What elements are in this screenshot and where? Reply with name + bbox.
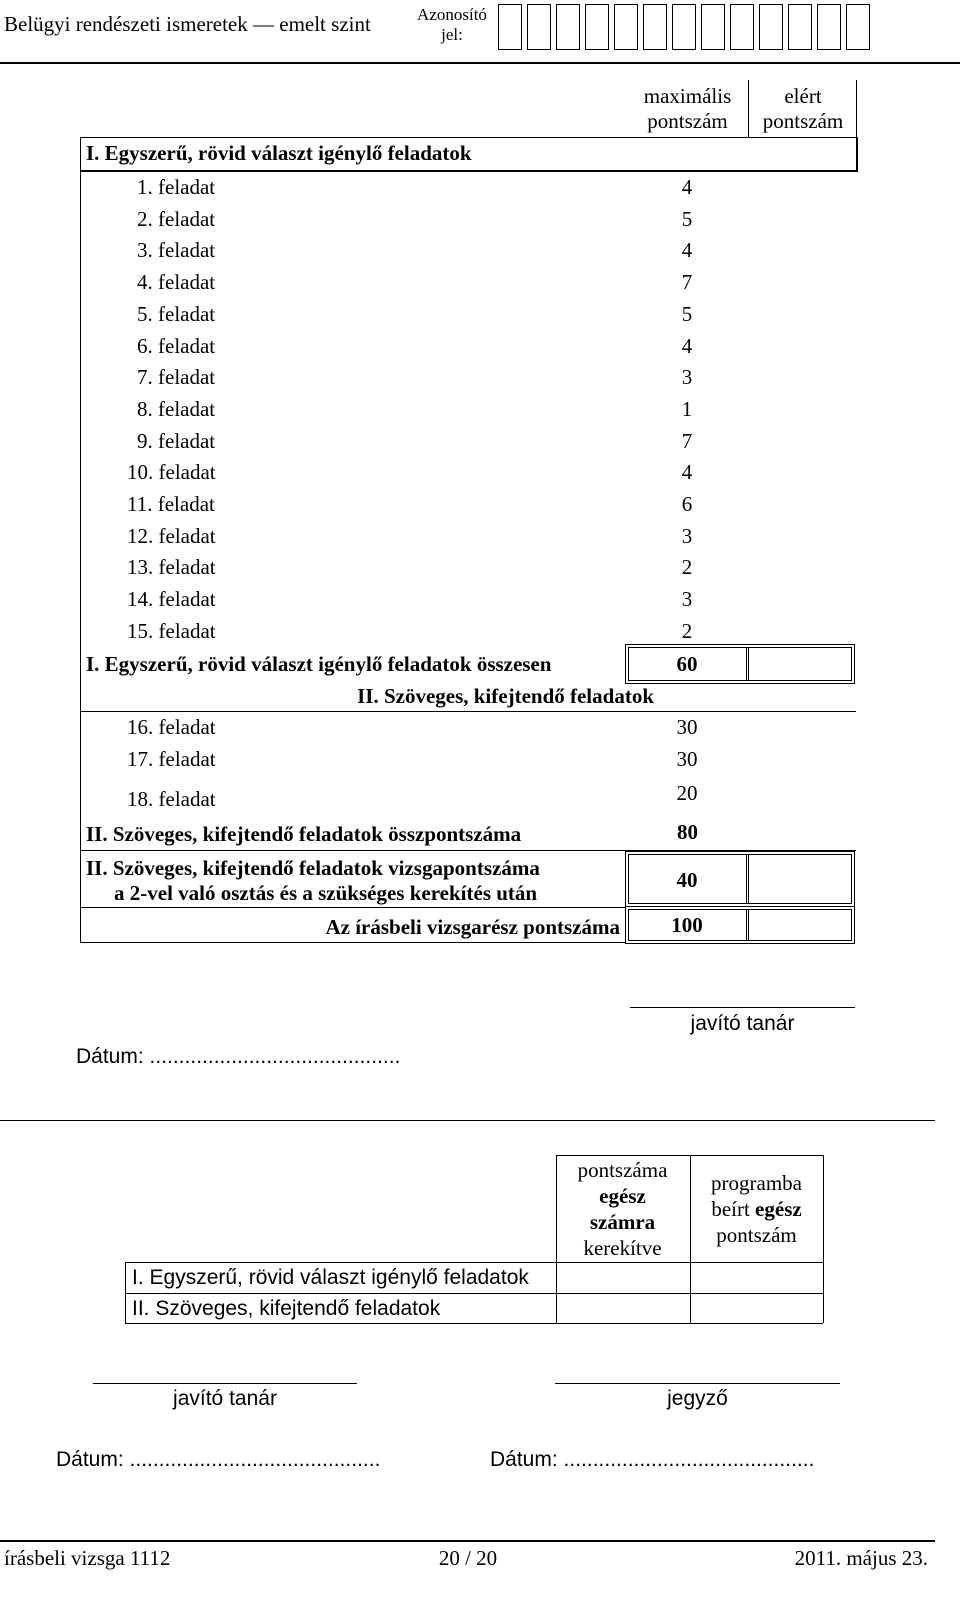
footer-left: írásbeli vizsga 1112 [4, 1546, 171, 1570]
task-max-points: 30 [676, 715, 698, 739]
task-max-points: 4 [681, 238, 693, 263]
task-label: 4. feladat [137, 270, 216, 295]
frame-line [125, 1262, 126, 1323]
frame-line [748, 80, 749, 138]
task-label: 6. feladat [137, 333, 216, 358]
signature-line [93, 1383, 357, 1384]
date-field: Dátum: ........................................... [76, 1045, 401, 1068]
task-max-points: 2 [681, 618, 693, 643]
task-max-points: 5 [681, 206, 693, 231]
section2-total-value: 80 [677, 820, 698, 844]
signature-role-left: javító tanár [173, 1387, 277, 1410]
footer-right: 2011. május 23. [794, 1546, 928, 1570]
id-digit-box[interactable] [498, 4, 522, 50]
section1-total-value: 60 [676, 652, 698, 676]
task-label: 7. feladat [137, 365, 216, 390]
id-digit-box[interactable] [817, 4, 841, 50]
frame-line [746, 854, 749, 904]
task-max-points: 30 [676, 747, 698, 771]
frame-line [125, 1293, 823, 1294]
id-label: Azonosító jel: [417, 5, 487, 44]
header-divider [0, 62, 960, 64]
bottom-row-1: I. Egyszerű, rövid választ igénylő feladatok [132, 1266, 529, 1289]
section-divider [0, 1120, 935, 1121]
frame-line [80, 137, 856, 138]
task-label: 1. feladat [137, 175, 216, 199]
task-max-points: 4 [681, 175, 693, 199]
col-header-got: elért pontszám [762, 84, 844, 133]
section1-title: I. Egyszerű, rövid választ igénylő feladatok [86, 141, 472, 165]
task-max-points: 4 [681, 460, 693, 485]
task-max-points: 3 [681, 365, 693, 390]
id-digit-box[interactable] [759, 4, 783, 50]
frame-line [80, 942, 626, 943]
task-label: 8. feladat [137, 396, 216, 421]
task-label: 10. feladat [127, 460, 216, 485]
id-digit-box[interactable] [643, 4, 667, 50]
id-digit-box[interactable] [556, 4, 580, 50]
task-max-points: 3 [681, 587, 693, 612]
frame-line [823, 1155, 824, 1323]
frame-line [125, 1262, 823, 1263]
date-field-left: Dátum: ........................................... [56, 1448, 381, 1471]
signature-line [555, 1383, 840, 1384]
footer-center: 20 / 20 [438, 1546, 498, 1570]
task-label: 14. feladat [127, 587, 216, 612]
bottom-row-2: II. Szöveges, kifejtendő feladatok [132, 1297, 441, 1320]
task-max-points: 2 [681, 555, 693, 580]
frame-line [856, 137, 858, 172]
id-digit-box[interactable] [846, 4, 870, 50]
task-label: 16. feladat [127, 715, 216, 739]
task-max-points: 6 [681, 492, 693, 516]
id-digit-box[interactable] [585, 4, 609, 50]
id-digit-box[interactable] [614, 4, 638, 50]
task-max-points: 4 [681, 333, 693, 358]
frame-line [80, 850, 856, 851]
date-field-right: Dátum: ........................................... [490, 1448, 815, 1471]
frame-line [125, 1323, 823, 1324]
id-digit-box[interactable] [527, 4, 551, 50]
task-max-points: 7 [681, 428, 693, 453]
task-label: 18. feladat [127, 787, 216, 811]
id-digit-box[interactable] [788, 4, 812, 50]
section2-exam-label: II. Szöveges, kifejtendő feladatok vizsgapontszáma a 2-vel való osztás és a szükséges kerekítés után [86, 856, 540, 905]
frame-line [80, 170, 856, 172]
bottom-col2-header: programba beírt egész pontszám [711, 1171, 802, 1247]
section2-exam-value: 40 [676, 868, 698, 892]
signature-line [630, 1007, 855, 1008]
frame-line [856, 80, 857, 138]
task-max-points: 20 [676, 781, 698, 805]
signature-role-right: jegyző [667, 1387, 728, 1410]
section1-total-label: I. Egyszerű, rövid választ igénylő feladatok összesen [86, 652, 552, 676]
frame-line [80, 907, 626, 908]
frame-line [556, 1155, 557, 1323]
task-max-points: 5 [681, 301, 693, 326]
task-label: 11. feladat [127, 492, 215, 516]
written-total-label: Az írásbeli vizsgarész pontszáma [325, 915, 620, 939]
id-digit-box[interactable] [672, 4, 696, 50]
id-digit-box[interactable] [701, 4, 725, 50]
footer-divider [0, 1540, 935, 1542]
frame-line [556, 1155, 823, 1156]
written-total-value: 100 [671, 913, 703, 937]
task-label: 15. feladat [127, 618, 216, 643]
task-max-points: 7 [681, 270, 693, 295]
task-label: 9. feladat [137, 428, 216, 453]
id-digit-box[interactable] [730, 4, 754, 50]
signature-role: javító tanár [690, 1012, 795, 1035]
task-label: 3. feladat [137, 238, 216, 263]
task-label: 17. feladat [127, 747, 216, 771]
task-label: 5. feladat [137, 301, 216, 326]
task-max-points: 3 [681, 523, 693, 548]
section2-title: II. Szöveges, kifejtendő feladatok [357, 684, 654, 708]
section2-total-label: II. Szöveges, kifejtendő feladatok összpontszáma [86, 822, 522, 846]
frame-line [80, 137, 81, 943]
task-label: 2. feladat [137, 206, 216, 231]
frame-line [690, 1155, 691, 1323]
frame-line [746, 909, 749, 941]
task-label: 13. feladat [127, 555, 216, 580]
col-header-max: maximális pontszám [643, 84, 732, 133]
task-label: 12. feladat [127, 523, 216, 548]
frame-line [80, 711, 856, 712]
bottom-col1-header: pontszáma egész számra kerekítve [577, 1158, 668, 1260]
task-max-points: 1 [681, 396, 693, 421]
header-title: Belügyi rendészeti ismeretek — emelt szint [4, 12, 371, 36]
frame-line [746, 647, 749, 681]
